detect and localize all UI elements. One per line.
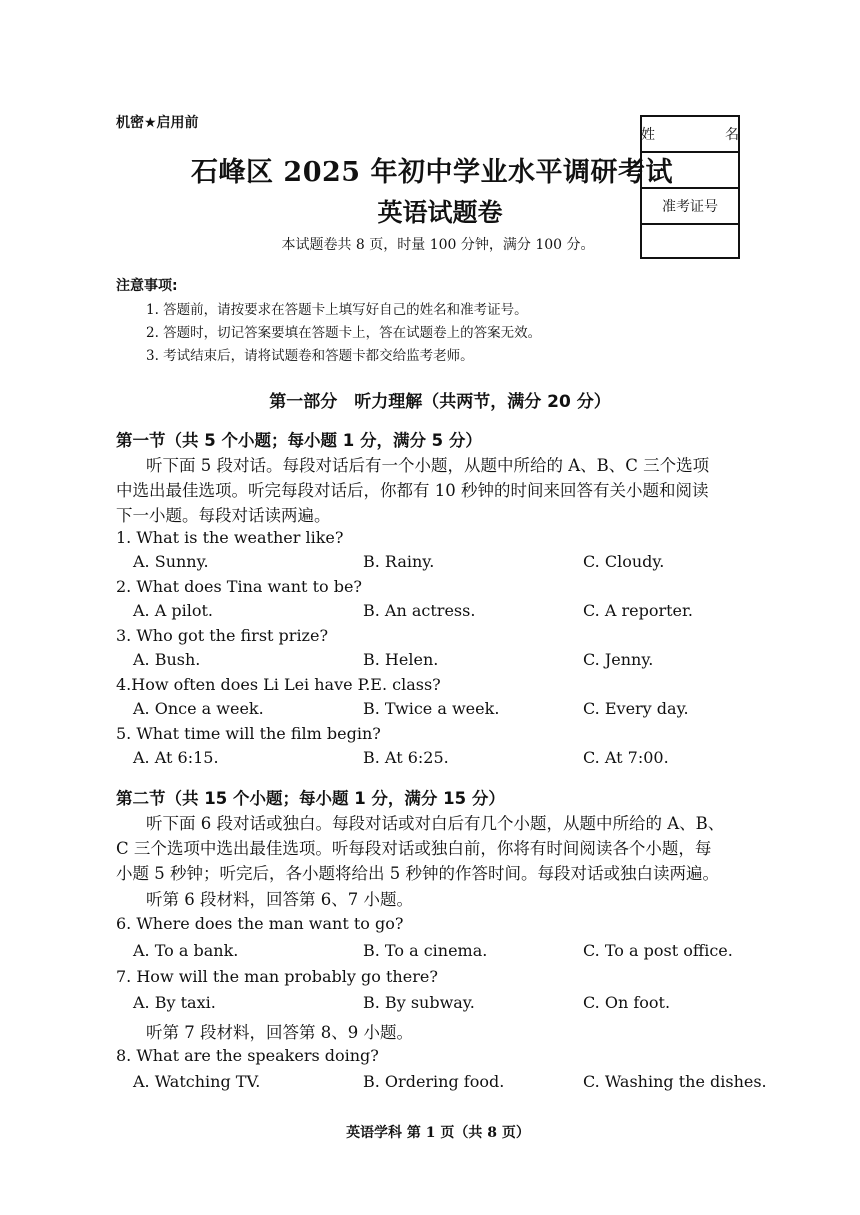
option-c: C. At 7:00. xyxy=(583,748,669,767)
option-c: C. Washing the dishes. xyxy=(583,1072,767,1091)
exam-title: 石峰区 2025 年初中学业水平调研考试 xyxy=(191,157,673,188)
confidential-mark: 机密★启用前 xyxy=(116,115,199,131)
option-a: A. To a bank. xyxy=(133,941,239,960)
option-a: A. Bush. xyxy=(133,650,201,669)
id-entry-cell[interactable] xyxy=(642,225,738,261)
option-c: C. A reporter. xyxy=(583,601,693,620)
name-label: 姓 名 xyxy=(641,127,767,143)
option-b: B. Rainy. xyxy=(363,552,435,571)
part1-heading: 第一部分 听力理解（共两节，满分 20 分） xyxy=(269,392,611,412)
name-label-cell xyxy=(641,117,767,153)
exam-info: 本试题卷共 8 页，时量 100 分钟，满分 100 分。 xyxy=(281,237,595,253)
id-label-cell xyxy=(642,189,738,225)
option-a: A. Watching TV. xyxy=(133,1072,261,1091)
notice-heading: 注意事项: xyxy=(116,278,178,294)
option-b: B. To a cinema. xyxy=(363,941,488,960)
section2-instructions-line: C 三个选项中选出最佳选项。听每段对话或独白前，你将有时间阅读各个小题，每 xyxy=(116,839,712,858)
question-text: 5. What time will the film begin? xyxy=(116,724,381,743)
option-b: B. At 6:25. xyxy=(363,748,449,767)
notice-item: 3. 考试结束后，请将试题卷和答题卡都交给监考老师。 xyxy=(146,348,474,364)
section2-instructions-line: 小题 5 秒钟；听完后，各小题将给出 5 秒钟的作答时间。每段对话或独白读两遍。 xyxy=(116,864,719,883)
name-entry-cell[interactable] xyxy=(642,153,738,189)
option-c: C. To a post office. xyxy=(583,941,733,960)
option-c: C. Every day. xyxy=(583,699,689,718)
notice-item: 2. 答题时，切记答案要填在答题卡上，答在试题卷上的答案无效。 xyxy=(146,325,542,341)
option-a: A. Sunny. xyxy=(133,552,209,571)
option-a: A. Once a week. xyxy=(133,699,264,718)
option-a: A. By taxi. xyxy=(133,993,216,1012)
question-text: 6. Where does the man want to go? xyxy=(116,914,404,933)
id-label: 准考证号 xyxy=(662,199,718,215)
option-c: C. On foot. xyxy=(583,993,671,1012)
material-instruction: 听第 7 段材料，回答第 8、9 小题。 xyxy=(146,1023,413,1042)
question-text: 8. What are the speakers doing? xyxy=(116,1046,379,1065)
option-c: C. Cloudy. xyxy=(583,552,665,571)
question-text: 7. How will the man probably go there? xyxy=(116,967,438,986)
material-instruction: 听第 6 段材料，回答第 6、7 小题。 xyxy=(146,890,413,909)
section1-instructions-line: 下一小题。每段对话读两遍。 xyxy=(116,506,331,525)
option-b: B. Helen. xyxy=(363,650,439,669)
question-text: 1. What is the weather like? xyxy=(116,528,344,547)
section1-instructions-line: 中选出最佳选项。听完每段对话后，你都有 10 秒钟的时间来回答有关小题和阅读 xyxy=(116,481,709,500)
name-id-box xyxy=(640,115,767,259)
option-a: A. At 6:15. xyxy=(133,748,219,767)
option-b: B. Twice a week. xyxy=(363,699,500,718)
option-b: B. Ordering food. xyxy=(363,1072,505,1091)
option-c: C. Jenny. xyxy=(583,650,654,669)
notice-item: 1. 答题前，请按要求在答题卡上填写好自己的姓名和准考证号。 xyxy=(146,302,528,318)
exam-subtitle: 英语试题卷 xyxy=(377,198,503,227)
question-text: 2. What does Tina want to be? xyxy=(116,577,363,596)
section1-instructions-line: 听下面 5 段对话。每段对话后有一个小题，从题中所给的 A、B、C 三个选项 xyxy=(146,456,710,475)
page-footer: 英语学科 第 1 页（共 8 页） xyxy=(346,1125,530,1141)
option-b: B. An actress. xyxy=(363,601,476,620)
option-b: B. By subway. xyxy=(363,993,475,1012)
section1-heading: 第一节（共 5 个小题；每小题 1 分，满分 5 分） xyxy=(116,431,482,450)
question-text: 3. Who got the first prize? xyxy=(116,626,329,645)
option-a: A. A pilot. xyxy=(133,601,213,620)
question-text: 4.How often does Li Lei have P.E. class? xyxy=(116,675,441,694)
section2-instructions-line: 听下面 6 段对话或独白。每段对话或对白后有几个小题，从题中所给的 A、B、 xyxy=(146,814,725,833)
section2-heading: 第二节（共 15 个小题；每小题 1 分，满分 15 分） xyxy=(116,789,505,808)
